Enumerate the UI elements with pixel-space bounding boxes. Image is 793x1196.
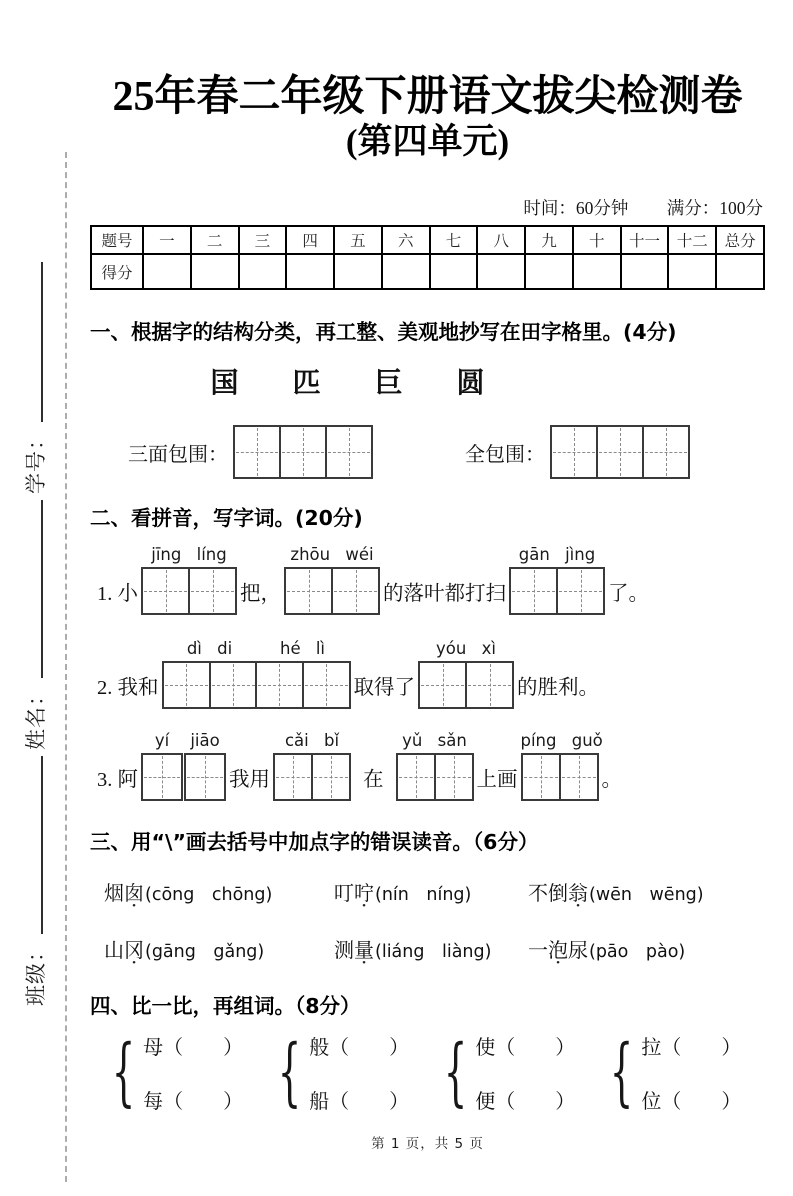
pinyin-label: gān jìng [518,545,596,565]
sentence-text: 3. 阿 [97,769,138,792]
score-input-cell [668,254,716,289]
practice-char: 巨 [374,366,403,400]
sentence-text: 的胜利。 [517,677,599,700]
score-row-header: 得分 [91,254,143,289]
tianzige-cell [143,755,181,799]
question-col: 九 [525,226,573,254]
word-text: 不倒 [528,883,568,906]
tianzige-cell [186,755,224,799]
tianzige-cell [327,427,371,477]
tianzige-cell [286,569,333,613]
question-col: 十一 [621,226,669,254]
pinyin-label: yǔ sǎn [402,731,467,751]
score-input-cell [573,254,621,289]
score-table [90,225,765,290]
score-input-cell [191,254,239,289]
full-score-label: 满分：100分 [666,198,763,219]
word-pair-row: 使（ ） [475,1037,576,1060]
question-col: 三 [239,226,287,254]
tianzige-cell [304,663,349,707]
sentence-line-1 [90,545,765,615]
tianzige-grid [273,753,351,801]
dotted-char: 翁 [568,883,588,906]
pinyin-options: (nín níng) [375,885,472,906]
word-text: 叮 [334,883,354,906]
brace-icon: { [111,1029,136,1116]
sentence-text: 上画 [476,769,518,792]
answer-grid-with-pinyin [273,731,351,801]
pinyin-label: cǎi bǐ [284,731,340,751]
score-input-cell [525,254,573,289]
tianzige-cell [436,755,472,799]
word-text: 山 [104,940,124,963]
pronunciation-item [104,934,334,963]
pronunciation-item [104,877,334,906]
question-number-row [91,226,764,254]
section-2-heading: 二、看拼音，写字词。(20分) [90,506,363,531]
tianzige-cell [511,569,558,613]
question-col: 四 [286,226,334,254]
tianzige-grid [141,753,183,801]
pinyin-options: (cōng chōng) [145,885,273,906]
tianzige-grid [255,661,351,709]
score-input-cell [621,254,669,289]
sentence-text: 在 [363,769,384,792]
tianzige-grid [162,661,258,709]
tianzige-cell [558,569,603,613]
dotted-char: 量 [354,940,374,963]
exam-meta [90,195,765,220]
answer-grid-with-pinyin [162,639,258,709]
question-col: 八 [477,226,525,254]
score-input-cell [286,254,334,289]
tianzige-grid [396,753,474,801]
tianzige-cell [561,755,597,799]
word-text: 尿 [568,940,588,963]
tianzige-grid [550,425,690,479]
compare-group [432,1031,575,1114]
score-input-cell [239,254,287,289]
score-input-cell [334,254,382,289]
practice-char: 国 [210,366,239,400]
page-title: 25年春二年级下册语文拔尖检测卷 [112,74,743,120]
practice-char: 圆 [456,366,485,400]
question-col: 七 [430,226,478,254]
answer-grid-with-pinyin [184,731,226,801]
sentence-text: 1. 小 [97,583,138,606]
tianzige-grid [418,661,514,709]
pinyin-label: píng guǒ [520,731,603,751]
word-pair [641,1031,741,1114]
tianzige-cell [598,427,644,477]
question-col: 一 [143,226,191,254]
class-field-label: 班级： [24,940,48,1006]
brace-icon: { [610,1029,634,1116]
three-sided-enclosure-label: 三面包围： [128,443,228,466]
exam-paper [90,74,765,1152]
tianzige-cell [333,569,378,613]
pronunciation-item [528,877,765,906]
answer-grid-with-pinyin [418,639,514,709]
score-input-cell [430,254,478,289]
pronunciation-item [334,934,528,963]
tianzige-grid [521,753,599,801]
question-col: 总分 [716,226,764,254]
section-3-heading: 三、用“\”画去括号中加点字的错误读音。（6分） [90,830,539,855]
word-pair [309,1031,409,1114]
sentence-text: 。 [601,769,622,792]
sentence-text: 取得了 [353,677,415,700]
dotted-char: 囱 [124,883,144,906]
score-input-cell [477,254,525,289]
question-col: 十二 [668,226,716,254]
pinyin-label: jīng líng [151,545,227,565]
dotted-char: 冈 [124,940,144,963]
tianzige-cell [467,663,512,707]
pinyin-label: zhōu wéi [290,545,374,565]
word-pair [143,1031,243,1114]
sentence-line-2 [90,639,765,709]
word-pair-row: 般（ ） [309,1037,410,1060]
compare-group [100,1031,243,1114]
tianzige-cell [211,663,256,707]
answer-grid-with-pinyin [141,731,183,801]
sentence-text: 把， [240,583,281,606]
section-4-heading: 四、比一比，再组词。（8分） [90,994,361,1019]
answer-grid-with-pinyin [520,731,603,801]
word-text: 烟 [104,883,124,906]
tianzige-cell [281,427,327,477]
sentence-text: 的落叶都打扫 [383,583,506,606]
sentence-text: 了。 [608,583,649,606]
tianzige-cell [190,569,235,613]
pinyin-label: yóu xì [436,639,496,659]
pinyin-options: (pāo pào) [589,942,686,963]
tianzige-cell [644,427,688,477]
question-number-header: 题号 [91,226,143,254]
class-blank-line [20,756,43,934]
word-pair-row: 便（ ） [475,1091,576,1114]
student-id-field-label: 学号： [24,428,48,494]
pronunciation-item [528,934,765,963]
word-pair-row: 拉（ ） [641,1037,742,1060]
tianzige-cell [523,755,561,799]
score-input-cell [143,254,191,289]
tianzige-cell [552,427,598,477]
pinyin-label: dì di [186,639,233,659]
sentence-line-3 [90,731,765,801]
section-4-groups [90,1031,765,1114]
pinyin-options: (gāng gǎng) [145,942,265,963]
name-field-label: 姓名： [24,684,48,750]
tianzige-grid [509,567,605,615]
score-row [91,254,764,289]
section-1-heading: 一、根据字的结构分类，再工整、美观地抄写在田字格里。(4分) [90,320,677,345]
tianzige-grid [233,425,373,479]
section-3-items [90,877,765,963]
word-text: 一 [528,940,548,963]
question-col: 二 [191,226,239,254]
compare-group [266,1031,409,1114]
tianzige-cell [420,663,467,707]
score-input-cell [382,254,430,289]
answer-grid-with-pinyin [284,545,380,615]
tianzige-cell [164,663,211,707]
sentence-text: 我用 [229,769,270,792]
pinyin-label: yí [154,731,170,751]
time-limit-label: 时间：60分钟 [523,198,629,219]
word-pair-row: 船（ ） [309,1091,410,1114]
practice-char: 匹 [292,366,321,400]
section-1-answer-row [90,425,765,479]
sentence-text: 2. 我和 [97,677,159,700]
pinyin-label: hé lì [279,639,326,659]
answer-grid-with-pinyin [141,545,237,615]
brace-icon: { [443,1029,468,1116]
name-blank-line [20,500,43,678]
word-pair-row: 每（ ） [143,1091,244,1114]
tianzige-grid [284,567,380,615]
word-pair-row: 位（ ） [641,1091,742,1114]
tianzige-cell [275,755,313,799]
question-col: 五 [334,226,382,254]
page-subtitle: (第四单元) [345,122,510,162]
word-pair-row: 母（ ） [143,1037,244,1060]
full-enclosure-label: 全包围： [465,443,545,466]
question-col: 六 [382,226,430,254]
tianzige-cell [143,569,190,613]
word-text: 测 [334,940,354,963]
practice-characters [10,361,685,401]
pinyin-label: jiāo [190,731,220,751]
dotted-char: 泡 [548,940,568,963]
answer-grid-with-pinyin [509,545,605,615]
tianzige-cell [257,663,304,707]
compare-group [598,1031,741,1114]
score-input-cell [716,254,764,289]
footer-page-number: 第 1 页，共 5 页 [371,1136,484,1153]
pronunciation-item [334,877,528,906]
answer-grid-with-pinyin [396,731,474,801]
student-info-sidebar [20,184,56,1134]
answer-grid-with-pinyin [255,639,351,709]
fold-line-divider [65,152,67,1182]
word-pair [475,1031,575,1114]
question-col: 十 [573,226,621,254]
pinyin-options: (liáng liàng) [375,942,492,963]
tianzige-grid [184,753,226,801]
pinyin-options: (wēn wēng) [589,885,704,906]
tianzige-cell [398,755,436,799]
dotted-char: 咛 [354,883,374,906]
tianzige-cell [313,755,349,799]
brace-icon: { [277,1029,302,1116]
tianzige-grid [141,567,237,615]
tianzige-cell [235,427,281,477]
